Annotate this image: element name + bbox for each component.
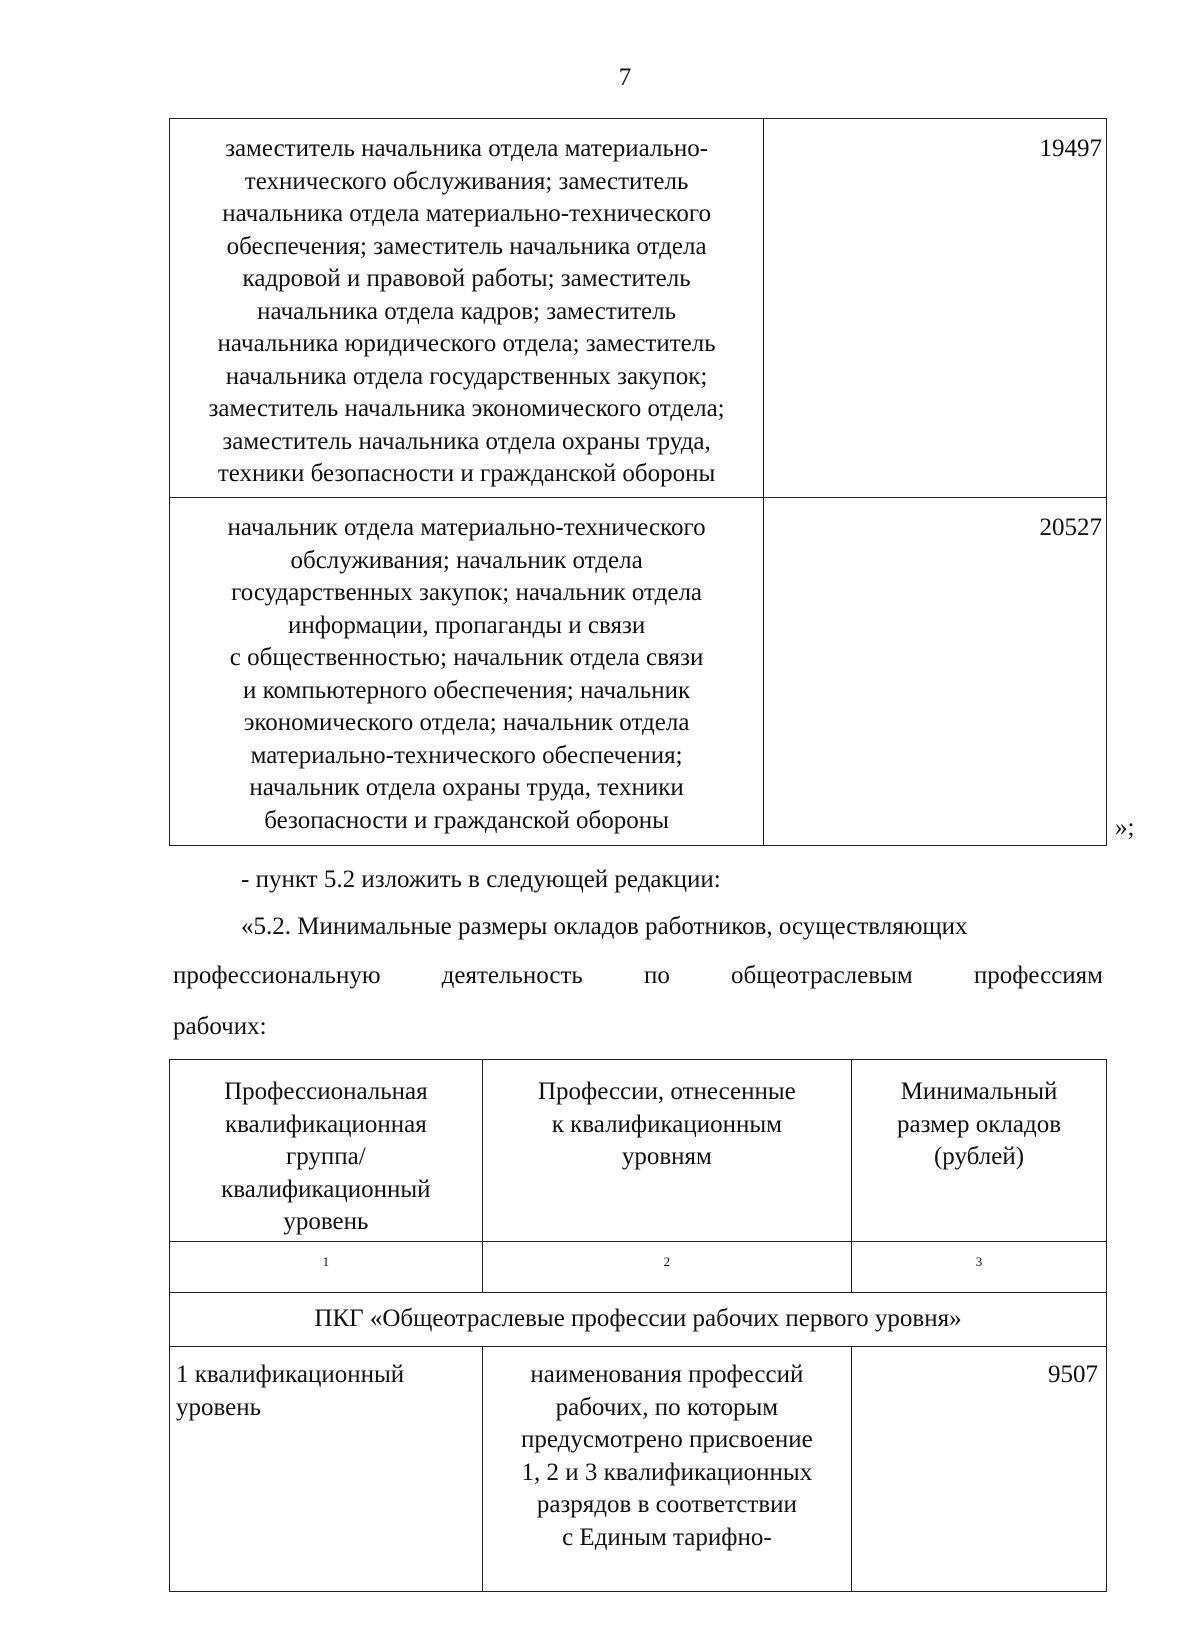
column-number: 1 [170,1242,483,1293]
header-professions: Профессии, отнесенные к квалификационным уровням [482,1060,851,1242]
worker-salary-table [169,1059,1107,1592]
salary-value: 9507 [852,1347,1107,1592]
word: по [643,962,670,989]
closing-quote: »; [1115,814,1135,841]
table-row [170,1347,1107,1592]
position-description: начальник отдела материально-технического обслуживания; начальник отдела государственных закупок; начальник отдела информации, пропаганды и связи с общественностью; начальник отдела связи и компьютерного обеспечения; начальник экономического отдела; начальник отдела материально-технического обеспечения; начальник отдела охраны труда, техники безопасности и гражданской обороны [170,498,764,846]
group-title: ПКГ «Общеотраслевые профессии рабочих первого уровня» [170,1293,1107,1347]
paragraph-5-2-justified-line [173,962,1103,990]
table-header-row [170,1060,1107,1242]
paragraph-instruction: - пункт 5.2 изложить в следующей редакции: [241,866,721,893]
column-numbers-row [170,1242,1107,1293]
word: деятельность [441,962,583,989]
word: общеотраслевым [731,962,913,989]
header-qualification-group: Профессиональная квалификационная группа/ квалификационный уровень [170,1060,483,1242]
table-row [170,498,1107,846]
column-number: 3 [852,1242,1107,1293]
paragraph-5-2-start: «5.2. Минимальные размеры окладов работников, осуществляющих [241,913,968,940]
salary-value: 20527 [764,498,1107,846]
salary-table-continued [169,118,1107,846]
paragraph-5-2-end: рабочих: [173,1013,267,1040]
word: профессиям [973,962,1103,989]
page-number: 7 [618,64,632,91]
qualification-level: 1 квалификационный уровень [170,1347,483,1592]
table-row [170,119,1107,498]
professions-description: наименования профессий рабочих, по которым предусмотрено присвоение 1, 2 и 3 квалификационных разрядов в соответствии с Единым тарифно- [482,1347,851,1592]
word: профессиональную [173,962,381,989]
position-description: заместитель начальника отдела материально- технического обслуживания; заместитель начальника отдела материально-технического обеспечения; заместитель начальника отдела кадровой и правовой работы; заместитель начальника отдела кадров; заместитель начальника юридического отдела; заместитель начальника отдела государственных закупок; заместитель начальника экономического отдела; заместитель начальника отдела охраны труда, техники безопасности и гражданской обороны [170,119,764,498]
group-title-row [170,1293,1107,1347]
column-number: 2 [482,1242,851,1293]
salary-value: 19497 [764,119,1107,498]
header-min-salary: Минимальный размер окладов (рублей) [852,1060,1107,1242]
